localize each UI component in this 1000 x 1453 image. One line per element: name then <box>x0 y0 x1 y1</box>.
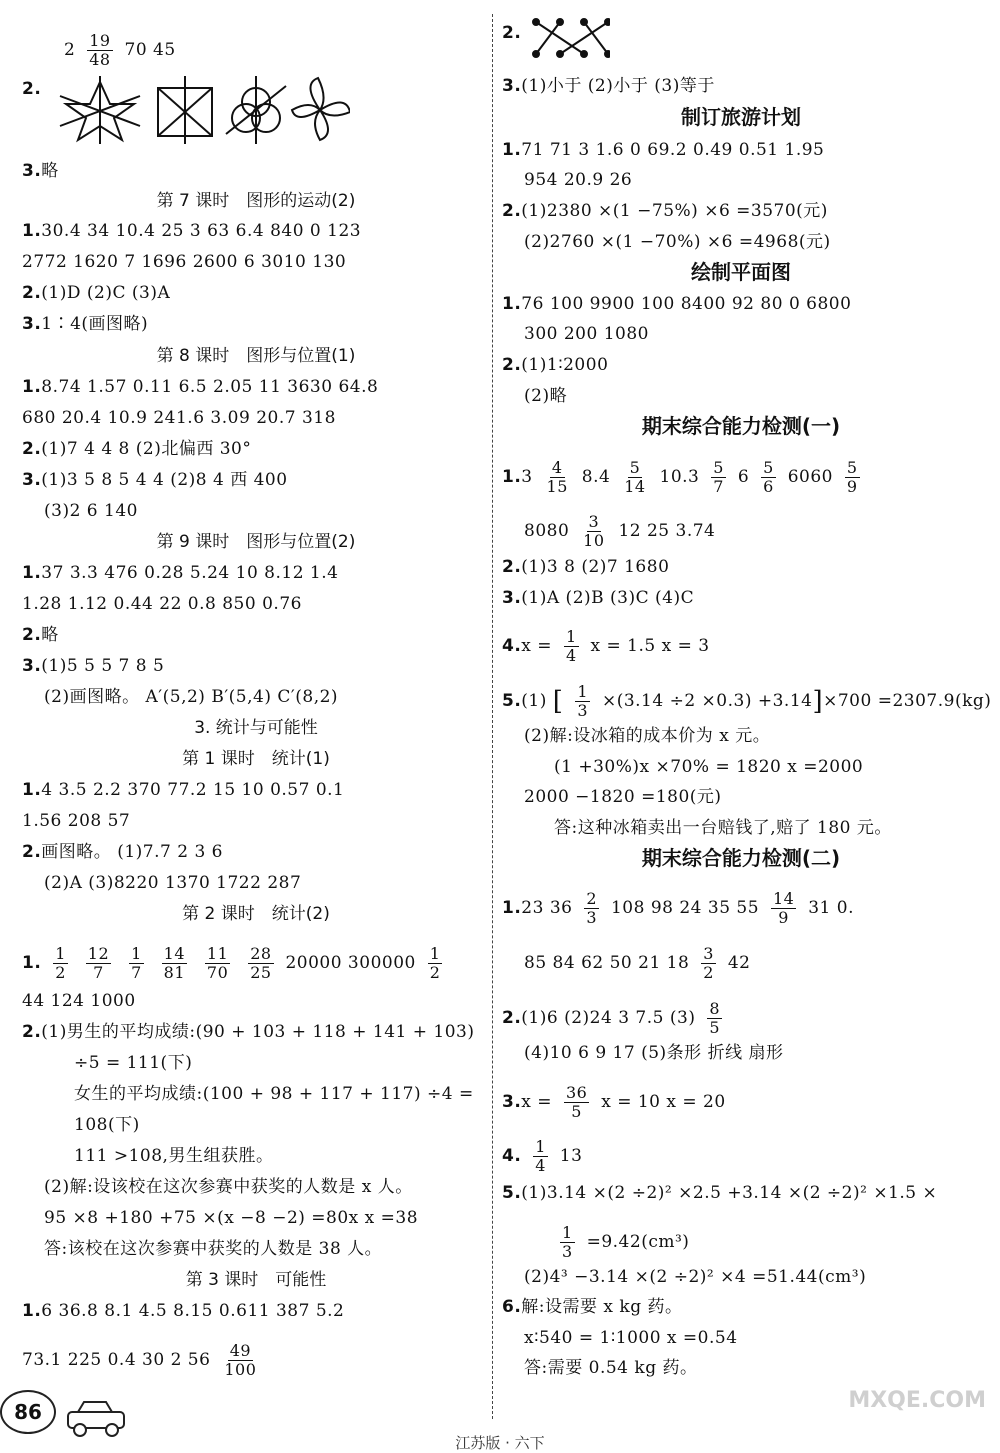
fraction: $\frac{14}{81}$ <box>163 944 186 982</box>
answer-line: 1.3 $\frac{4}{15}$ 8.4 $\frac{5}{14}$ 10.3 $\frac{5}{7}$ 6 $\frac{5}{6}$ 6060 $\frac{5}{9}$ <box>502 458 858 496</box>
answer-line: 95 ×8 +180 +75 ×(x −8 −2) =80x x =38 <box>44 1208 419 1228</box>
answer-line: 3.(1)A (2)B (3)C (4)C <box>502 588 695 608</box>
answer-line: (2)2760 ×(1 −70%) ×6 =4968(元) <box>524 232 831 252</box>
answer-line: 73.1 225 0.4 30 2 56 $\frac{49}{100}$ <box>22 1341 257 1379</box>
page-number: 86 <box>0 1390 56 1434</box>
answer-line: 2772 1620 7 1696 2600 6 3010 130 <box>22 252 347 272</box>
section-heading: 制订旅游计划 <box>681 105 801 129</box>
answer-line: 2.(1)1∶2000 <box>502 355 609 375</box>
answer-line: 2000 −1820 =180(元) <box>524 787 722 807</box>
answer-line: (2)略 <box>524 386 568 406</box>
answer-line: 5.(1)3.14 ×(2 ÷2)² ×2.5 +3.14 ×(2 ÷2)² ×1.5 × <box>502 1183 938 1203</box>
section-heading: 第 8 课时 图形与位置(1) <box>156 346 356 366</box>
answer-line: 2.略 <box>22 625 59 645</box>
answer-line: 85 84 62 50 21 18 $\frac{3}{2}$ 42 <box>524 944 751 982</box>
fraction: $\frac{5}{9}$ <box>846 458 858 496</box>
answer-line: 1.4 3.5 2.2 370 77.2 15 10 0.57 0.1 <box>22 780 345 800</box>
answer-line: 1. $\frac{1}{2}$ $\frac{12}{7}$ $\frac{1}{7}$ $\frac{14}{81}$ $\frac{11}{70}$ $\frac{28}{25}$ 20000 300000 $\frac{1}{2}$ <box>22 944 441 982</box>
answer-line: 2.(1)男生的平均成绩:(90 + 103 + 118 + 141 + 103) <box>22 1022 475 1042</box>
answer-line: 300 200 1080 <box>524 324 649 344</box>
answer-line: 1.30.4 34 10.4 25 3 63 6.4 840 0 123 <box>22 221 362 241</box>
fraction: $\frac{14}{9}$ <box>772 889 795 927</box>
answer-line: (1 +30%)x ×70% = 1820 x =2000 <box>554 757 864 777</box>
fraction: $\frac{11}{70}$ <box>206 944 229 982</box>
fraction: $\frac{1}{4}$ <box>535 1137 546 1175</box>
section-heading: 第 3 课时 可能性 <box>185 1270 327 1290</box>
section-heading: 绘制平面图 <box>691 260 791 284</box>
watermark: MXQE.COM <box>848 1388 986 1413</box>
fraction: $\frac{19}{48}$ <box>89 31 111 69</box>
fraction: $\frac{1}{2}$ <box>55 944 66 982</box>
answer-line: 6.解:设需要 x kg 药。 <box>502 1297 683 1317</box>
answer-line: (2)4³ −3.14 ×(2 ÷2)² ×4 =51.44(cm³) <box>524 1267 867 1287</box>
answer-line: 2.画图略。 (1)7.7 2 3 6 <box>22 842 223 862</box>
fraction: $\frac{8}{5}$ <box>709 999 721 1037</box>
answer-line: 答:这种冰箱卖出一台赔钱了,赔了 180 元。 <box>554 818 892 838</box>
answer-line: 3.x = $\frac{36}{5}$ x = 10 x = 20 <box>502 1083 726 1121</box>
fraction: $\frac{2}{3}$ <box>586 889 598 927</box>
answer-line: 1.8.74 1.57 0.11 6.5 2.05 11 3630 64.8 <box>22 377 379 397</box>
answer-line: 1.76 100 9900 100 8400 92 80 0 6800 <box>502 294 852 314</box>
answer-line: 4.x = $\frac{1}{4}$ x = 1.5 x = 3 <box>502 627 710 665</box>
answer-line: 2.(1)3 8 (2)7 1680 <box>502 557 670 577</box>
answer-line: 3.(1)小于 (2)小于 (3)等于 <box>502 76 715 96</box>
fraction: $\frac{28}{25}$ <box>250 944 272 982</box>
symmetry-figures-icon <box>50 74 350 146</box>
section-heading: 第 7 课时 图形的运动(2) <box>156 191 356 211</box>
answer-line: 1.56 208 57 <box>22 811 131 831</box>
answer-line: ÷5 = 111(下) <box>74 1053 193 1073</box>
answer-line: (2)解:设冰箱的成本价为 x 元。 <box>524 726 771 746</box>
fraction: $\frac{1}{2}$ <box>429 944 441 982</box>
fraction: $\frac{3}{10}$ <box>583 512 605 550</box>
answer-line: 3.(1)3 5 8 5 4 4 (2)8 4 西 400 <box>22 470 288 490</box>
question-number: 2. <box>22 79 42 99</box>
answer-line: 1.6 36.8 8.1 4.5 8.15 0.611 387 5.2 <box>22 1301 345 1321</box>
answer-line: 44 124 1000 <box>22 991 136 1011</box>
fraction: $\frac{12}{7}$ <box>87 944 110 982</box>
answer-line: 3.(1)5 5 5 7 8 5 <box>22 656 165 676</box>
answer-line: (2)画图略。 A′(5,2) B′(5,4) C′(8,2) <box>44 687 339 707</box>
fraction: $\frac{5}{6}$ <box>763 458 774 496</box>
answer-line: 1.37 3.3 476 0.28 5.24 10 8.12 1.4 <box>22 563 339 583</box>
fraction: $\frac{3}{2}$ <box>703 944 714 982</box>
question-number: 2. <box>502 23 522 43</box>
answer-line: 111 >108,男生组获胜。 <box>74 1146 274 1166</box>
fraction: $\frac{1}{3}$ <box>562 1223 573 1261</box>
fraction: $\frac{1}{3}$ <box>577 682 589 720</box>
answer-line: 答:该校在这次参赛中获奖的人数是 38 人。 <box>44 1239 383 1259</box>
answer-line: 女生的平均成绩:(100 + 98 + 117 + 117) ÷4 = <box>74 1084 474 1104</box>
answer-line: (2)A (3)8220 1370 1722 287 <box>44 873 302 893</box>
answer-line: 680 20.4 10.9 241.6 3.09 20.7 318 <box>22 408 336 428</box>
fraction: $\frac{4}{15}$ <box>546 458 568 496</box>
answer-line: 2 $\frac{19}{48}$ 70 45 <box>64 31 176 69</box>
answer-line: 1.71 71 3 1.6 0 69.2 0.49 0.51 1.95 <box>502 140 825 160</box>
answer-line: 3.1∶4(画图略) <box>22 314 149 334</box>
section-heading: 第 9 课时 图形与位置(2) <box>156 532 356 552</box>
column-divider <box>492 14 493 1419</box>
answer-line: 954 20.9 26 <box>524 170 633 190</box>
answer-line: (2)解:设该校在这次参赛中获奖的人数是 x 人。 <box>44 1177 413 1197</box>
answer-line: 5.(1) [ $\frac{1}{3}$ ×(3.14 ÷2 ×0.3) +3.14]×700 =2307.9(kg) <box>502 682 992 720</box>
fraction: $\frac{1}{4}$ <box>565 627 577 665</box>
fraction: $\frac{49}{100}$ <box>224 1341 257 1379</box>
chapter-heading: 3. 统计与可能性 <box>194 718 318 738</box>
answer-line: 答:需要 0.54 kg 药。 <box>524 1358 698 1378</box>
answer-line: 2.(1)6 (2)24 3 7.5 (3) $\frac{8}{5}$ <box>502 999 721 1037</box>
answer-line: 2.(1)2380 ×(1 −75%) ×6 =3570(元) <box>502 201 828 221</box>
answer-line: 1.23 36 $\frac{2}{3}$ 108 98 24 35 55 $\frac{14}{9}$ 31 0. <box>502 889 854 927</box>
answer-line: 1.28 1.12 0.44 22 0.8 850 0.76 <box>22 594 302 614</box>
answer-line: $\frac{1}{3}$ =9.42(cm³) <box>562 1223 690 1261</box>
fraction: $\frac{36}{5}$ <box>565 1083 588 1121</box>
section-heading: 期末综合能力检测(二) <box>641 846 841 870</box>
footer-edition: 江苏版 · 六下 <box>455 1434 545 1452</box>
answer-line: 4. $\frac{1}{4}$ 13 <box>502 1137 583 1175</box>
answer-line: 2.(1)7 4 4 8 (2)北偏西 30° <box>22 439 252 459</box>
section-heading: 第 1 课时 统计(1) <box>182 749 330 769</box>
answer-line: (4)10 6 9 17 (5)条形 折线 扇形 <box>524 1043 784 1063</box>
answer-line: 8080 $\frac{3}{10}$ 12 25 3.74 <box>524 512 716 550</box>
answer-line: 2.(1)D (2)C (3)A <box>22 283 171 303</box>
answer-line: (3)2 6 140 <box>44 501 138 521</box>
answer-line: 108(下) <box>74 1115 140 1135</box>
fraction: $\frac{1}{7}$ <box>131 944 142 982</box>
section-heading: 期末综合能力检测(一) <box>641 414 841 438</box>
fraction: $\frac{5}{7}$ <box>713 458 724 496</box>
matching-lines-icon <box>530 16 610 60</box>
answer-line: 3.略 <box>22 161 59 181</box>
section-heading: 第 2 课时 统计(2) <box>182 904 330 924</box>
fraction: $\frac{5}{14}$ <box>624 458 646 496</box>
answer-line: x∶540 = 1∶1000 x =0.54 <box>524 1328 738 1348</box>
